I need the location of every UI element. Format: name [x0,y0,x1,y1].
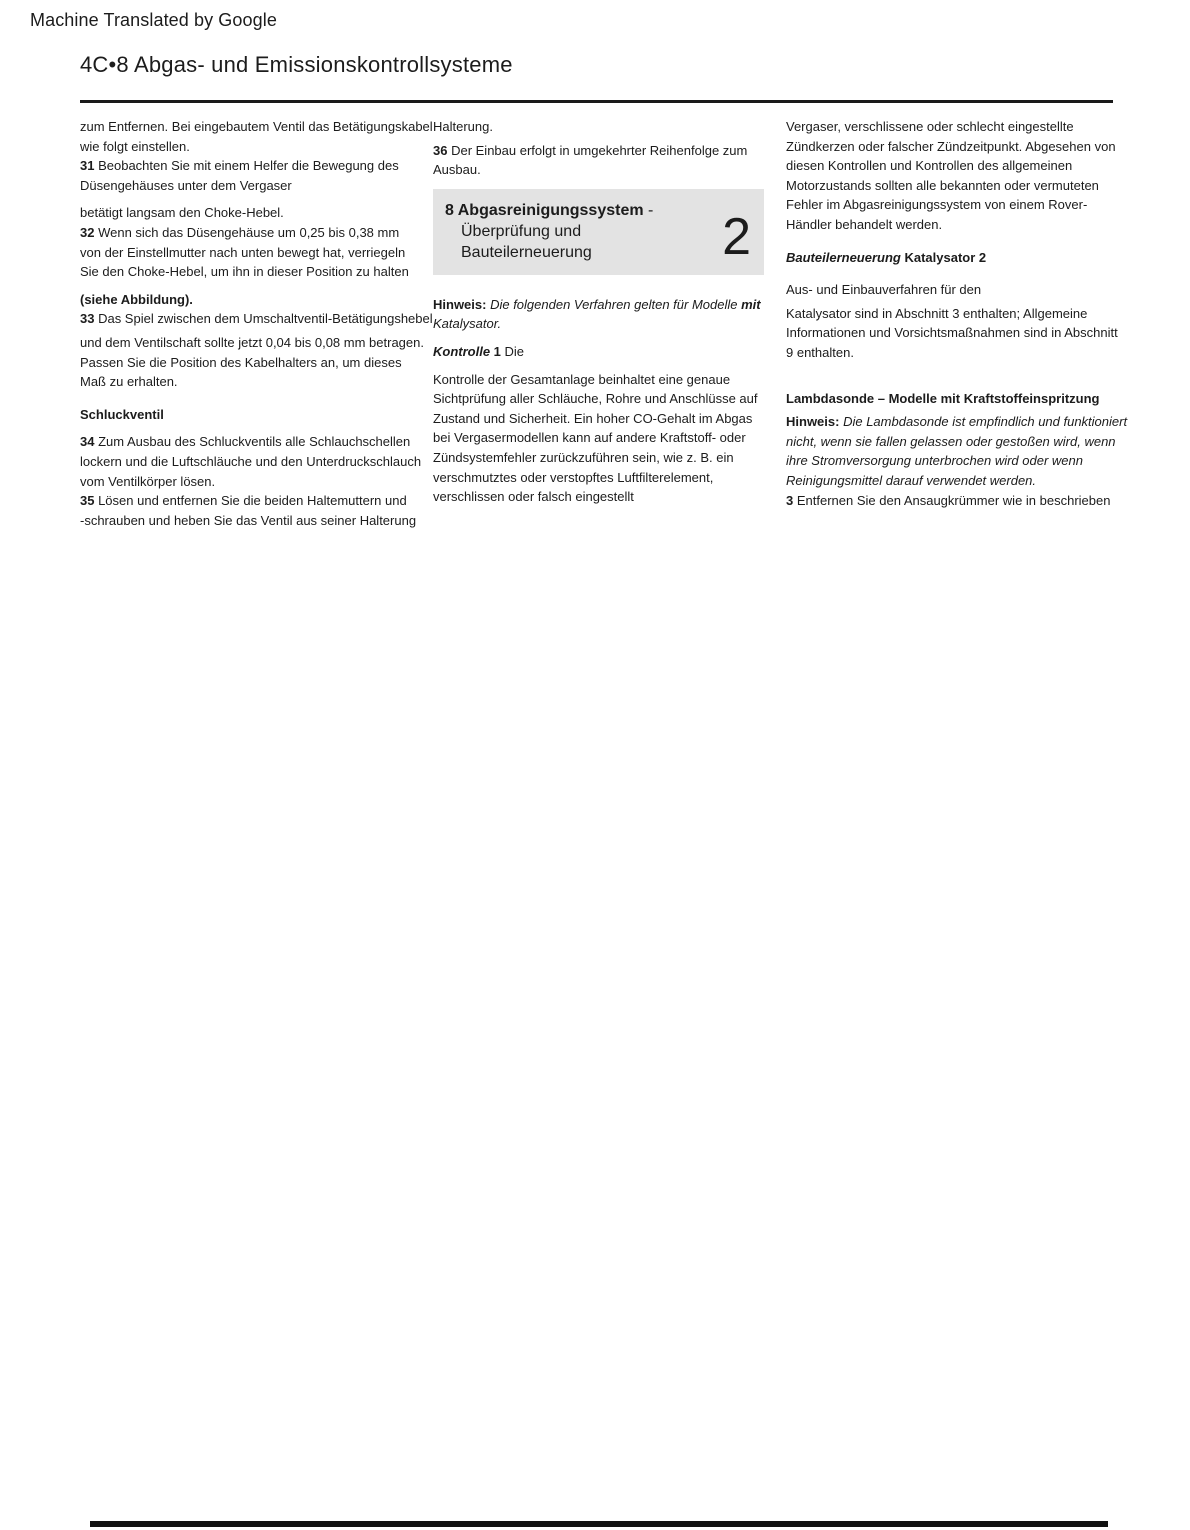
text-run: ihre Stromversorgung unterbrochen wird oder wenn [786,453,1083,469]
text-run: Aus- und Einbauverfahren für den [786,282,982,298]
text-run: von der Einstellmutter nach unten bewegt hat, verriegeln [80,244,406,260]
text-line [80,223,434,243]
text-run: 3 [786,492,794,508]
text-line [80,176,434,196]
text-line [786,117,1116,137]
text-line [786,156,1116,176]
text-run: wie folgt einstellen. [80,138,190,154]
text-run: 33 [80,311,95,327]
text-run: bei Vergasermodellen kann auf andere Kraftstoff- oder [433,430,746,446]
text-line [80,137,434,157]
text-line [786,451,1116,471]
text-line [80,432,434,452]
section-heading-subtitle-2: Bauteilerneuerung [461,244,592,262]
machine-translated-label: Machine Translated by Google [30,10,277,30]
text-run: verschlissen oder falsch eingestellt [433,489,634,505]
text-run: Die Lambdasonde ist empfindlich und funktioniert [839,414,1128,430]
text-run: mit [741,296,761,312]
text-run: 8 Abgasreinigungssystem [445,201,644,219]
text-run: nicht, wenn sie fallen gelassen oder gestoßen wird, wenn [786,433,1116,449]
paragraph [433,370,764,507]
text-line [786,389,1116,409]
page-bottom-edge-bar [90,1521,1108,1527]
text-run: Wenn sich das Düsengehäuse um 0,25 bis 0,38 mm [94,224,400,240]
text-run: Zustand und Sicherheit. Ein hoher CO-Gehalt im Abgas [433,410,753,426]
text-run: vom Ventilkörper lösen. [80,473,216,489]
text-run: Reinigungsmittel darauf verwendet werden. [786,472,1037,488]
text-run: -schrauben und heben Sie das Ventil aus seiner Halterung [80,512,417,528]
text-run: 34 [80,434,95,450]
text-run: Ausbau. [433,162,481,178]
text-run: Hinweis: [786,414,840,430]
text-line [80,372,434,392]
text-run: betätigt langsam den Choke-Hebel. [80,205,284,221]
section-heading-title [445,200,750,221]
paragraph [433,295,764,334]
text-line [80,353,434,373]
column-right [786,117,1128,510]
text-run: Zum Ausbau des Schluckventils alle Schlauchschellen [94,434,411,450]
text-run: Katalysator 2 [900,249,987,265]
paragraph [786,304,1116,363]
paragraph [786,412,1128,510]
column-middle [433,117,764,507]
text-run: Kontrolle der Gesamtanlage beinhaltet eine genaue [433,371,731,387]
text-run: Sie den Choke-Hebel, um ihn in dieser Position zu halten [80,264,409,280]
text-run: Bauteilerneuerung [786,249,901,265]
text-run: Händler behandelt werden. [786,216,943,232]
text-line [786,215,1116,235]
chapter-page-number: 2 [722,207,751,266]
text-line [786,137,1116,157]
text-line [786,343,1116,363]
text-run: 35 [80,493,95,509]
text-line [433,342,764,362]
text-line [433,409,764,429]
text-line [786,471,1116,491]
text-run: - [643,201,654,219]
paragraph [786,280,1116,300]
text-line [433,487,764,507]
text-line [433,428,764,448]
text-line [80,333,434,353]
paragraph [80,333,434,392]
text-run: 31 [80,158,95,174]
text-line [80,117,434,137]
text-run: Vergaser, verschlissene oder schlecht eingestellte [786,119,1074,134]
paragraph [786,389,1116,409]
paragraph [433,342,764,362]
text-line [786,248,1116,268]
text-run: Die folgenden Verfahren gelten für Modelle [486,296,742,312]
text-run: Motorzustands sollten alle bekannten oder vermuteten [786,177,1099,193]
text-line [80,511,434,531]
text-line [80,309,434,329]
text-run: 1 [490,343,501,359]
title-divider-rule [80,100,1113,103]
paragraph [80,405,434,425]
column-middle-bottom-text [433,295,764,507]
text-run: Die [500,343,525,359]
text-run: Sichtprüfung aller Schläuche, Rohre und Anschlüsse auf [433,391,758,407]
text-line [786,412,1128,432]
text-line [433,117,764,137]
text-run: lockern und die Luftschläuche und den Unterdruckschlauch [80,453,422,469]
text-run: 36 [433,142,448,158]
text-run: Passen Sie die Position des Kabelhalters an, um dieses [80,354,402,370]
text-run: Lösen und entfernen Sie die beiden Haltemuttern und [94,493,407,509]
paragraph [786,248,1116,268]
column-middle-top-text [433,117,764,180]
text-run: Katalysator. [433,316,502,332]
text-run: Zündkerzen oder falscher Zündzeitpunkt. Abgesehen von [786,138,1116,154]
text-line [433,160,764,180]
text-run: Hinweis: [433,296,487,312]
text-run: Schluckventil [80,406,164,422]
text-line [786,280,1116,300]
text-line [786,176,1116,196]
text-line [433,370,764,390]
text-line [80,405,434,425]
text-run: verschmutztes oder verstopftes Luftfilterelement, [433,469,714,485]
text-line [433,389,764,409]
text-line [433,314,764,334]
paragraph [80,203,434,281]
text-run: Beobachten Sie mit einem Helfer die Bewegung des [94,158,399,174]
text-line [786,491,1116,511]
text-run: 32 [80,224,95,240]
text-line [433,468,764,488]
text-run: Maß zu erhalten. [80,374,178,390]
text-run: zum Entfernen. Bei eingebautem Ventil das Betätigungskabel [80,119,433,134]
text-line [80,203,434,223]
text-line [786,195,1116,215]
text-run: (siehe Abbildung). [80,291,193,307]
section-heading-box [433,189,764,275]
text-run: Düsengehäuses unter dem Vergaser [80,177,292,193]
text-line [433,448,764,468]
text-line [433,295,764,315]
text-line [786,304,1116,324]
text-run: Der Einbau erfolgt in umgekehrter Reihenfolge zum [447,142,748,158]
paragraph [433,141,764,180]
text-run: 9 enthalten. [786,344,854,360]
paragraph [786,117,1116,235]
text-line [80,472,434,492]
text-run: Kontrolle [433,343,491,359]
text-run: und dem Ventilschaft sollte jetzt 0,04 bis 0,08 mm betragen. [80,334,424,350]
text-line [80,262,434,282]
paragraph [80,432,434,530]
text-line [433,141,764,161]
text-line [80,452,434,472]
text-line [80,290,434,310]
text-run: Informationen und Vorsichtsmaßnahmen sind in Abschnitt [786,325,1118,341]
text-line [80,156,434,176]
text-run: Fehler im Abgasreinigungssystem von einem Rover- [786,197,1088,213]
text-run: diesen Kontrollen und Kontrollen des allgemeinen [786,158,1073,174]
paragraph [80,290,434,329]
text-line [80,243,434,263]
paragraph [433,117,764,137]
text-run: Katalysator sind in Abschnitt 3 enthalten; Allgemeine [786,305,1088,321]
text-line [786,323,1116,343]
page-title: 4C•8 Abgas- und Emissionskontrollsysteme [80,52,513,77]
text-line [786,432,1116,452]
text-run: Halterung. [433,119,493,134]
text-run: Das Spiel zwischen dem Umschaltventil-Betätigungshebel [94,311,433,327]
text-run: Lambdasonde – Modelle mit Kraftstoffeinspritzung [786,390,1100,406]
column-left [80,117,434,530]
text-run: Entfernen Sie den Ansaugkrümmer wie in beschrieben [793,492,1111,508]
text-run: Zündsystemfehler zurückzuführen sein, wie z. B. ein [433,449,734,465]
paragraph [80,117,434,195]
text-line [80,491,434,511]
section-heading-subtitle-1: Überprüfung und [461,222,582,240]
